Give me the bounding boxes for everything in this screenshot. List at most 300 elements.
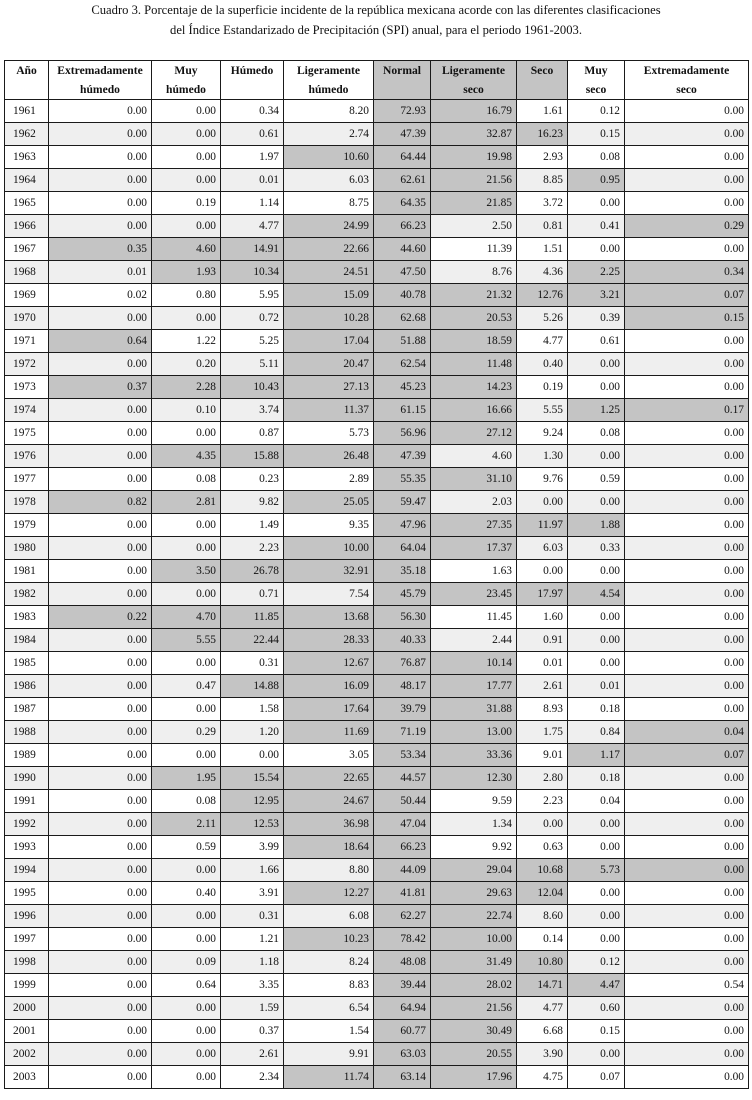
year-cell: 1973 — [5, 376, 49, 399]
value-cell: 14.88 — [221, 675, 284, 698]
value-cell: 11.74 — [284, 1066, 374, 1089]
value-cell: 50.44 — [374, 790, 431, 813]
column-header-sublabel — [519, 80, 565, 99]
value-cell: 0.00 — [49, 905, 152, 928]
table-row — [5, 744, 749, 767]
value-cell: 63.14 — [374, 1066, 431, 1089]
value-cell: 16.66 — [431, 399, 517, 422]
year-cell: 1996 — [5, 905, 49, 928]
value-cell: 0.29 — [625, 215, 749, 238]
value-cell: 0.00 — [625, 859, 749, 882]
value-cell: 10.80 — [517, 951, 568, 974]
value-cell: 44.09 — [374, 859, 431, 882]
column-header-8 — [568, 61, 625, 100]
value-cell: 0.00 — [568, 560, 625, 583]
value-cell: 0.39 — [568, 307, 625, 330]
value-cell: 0.00 — [568, 905, 625, 928]
column-header-label: Húmedo — [230, 64, 274, 77]
value-cell: 1.93 — [152, 261, 221, 284]
column-header-label: Muy — [584, 64, 608, 77]
value-cell: 0.60 — [568, 997, 625, 1020]
value-cell: 0.00 — [625, 491, 749, 514]
table-row — [5, 1020, 749, 1043]
value-cell: 4.77 — [517, 330, 568, 353]
column-header-7 — [517, 61, 568, 100]
table-row — [5, 169, 749, 192]
value-cell: 0.22 — [49, 606, 152, 629]
value-cell: 1.25 — [568, 399, 625, 422]
value-cell: 40.33 — [374, 629, 431, 652]
value-cell: 8.85 — [517, 169, 568, 192]
value-cell: 0.00 — [49, 353, 152, 376]
value-cell: 0.00 — [517, 560, 568, 583]
value-cell: 18.64 — [284, 836, 374, 859]
value-cell: 53.34 — [374, 744, 431, 767]
value-cell: 0.00 — [49, 859, 152, 882]
value-cell: 16.09 — [284, 675, 374, 698]
value-cell: 0.00 — [568, 238, 625, 261]
value-cell: 8.93 — [517, 698, 568, 721]
value-cell: 10.00 — [431, 928, 517, 951]
value-cell: 0.00 — [568, 813, 625, 836]
value-cell: 0.63 — [517, 836, 568, 859]
value-cell: 60.77 — [374, 1020, 431, 1043]
value-cell: 1.88 — [568, 514, 625, 537]
value-cell: 0.80 — [152, 284, 221, 307]
value-cell: 0.00 — [152, 1020, 221, 1043]
value-cell: 12.67 — [284, 652, 374, 675]
value-cell: 21.56 — [431, 997, 517, 1020]
value-cell: 0.00 — [152, 215, 221, 238]
column-header-sublabel: húmedo — [80, 83, 120, 96]
value-cell: 0.00 — [49, 445, 152, 468]
value-cell: 0.00 — [625, 882, 749, 905]
value-cell: 1.95 — [152, 767, 221, 790]
value-cell: 0.00 — [49, 836, 152, 859]
value-cell: 1.14 — [221, 192, 284, 215]
value-cell: 22.74 — [431, 905, 517, 928]
value-cell: 4.77 — [221, 215, 284, 238]
value-cell: 16.79 — [431, 100, 517, 123]
value-cell: 8.24 — [284, 951, 374, 974]
table-row — [5, 721, 749, 744]
value-cell: 27.35 — [431, 514, 517, 537]
value-cell: 1.34 — [431, 813, 517, 836]
value-cell: 0.08 — [568, 146, 625, 169]
year-cell: 1975 — [5, 422, 49, 445]
value-cell: 0.00 — [152, 905, 221, 928]
value-cell: 0.18 — [568, 767, 625, 790]
value-cell: 12.04 — [517, 882, 568, 905]
year-cell: 1988 — [5, 721, 49, 744]
value-cell: 31.49 — [431, 951, 517, 974]
value-cell: 0.34 — [221, 100, 284, 123]
value-cell: 0.00 — [49, 721, 152, 744]
value-cell: 31.88 — [431, 698, 517, 721]
year-cell: 2002 — [5, 1043, 49, 1066]
value-cell: 47.39 — [374, 445, 431, 468]
value-cell: 0.00 — [49, 123, 152, 146]
value-cell: 45.23 — [374, 376, 431, 399]
column-header-sublabel: seco — [676, 83, 697, 96]
value-cell: 0.29 — [152, 721, 221, 744]
value-cell: 0.00 — [49, 1066, 152, 1089]
value-cell: 0.02 — [49, 284, 152, 307]
value-cell: 0.00 — [49, 928, 152, 951]
table-row — [5, 882, 749, 905]
value-cell: 0.00 — [49, 951, 152, 974]
value-cell: 6.68 — [517, 1020, 568, 1043]
value-cell: 48.17 — [374, 675, 431, 698]
value-cell: 0.00 — [152, 169, 221, 192]
table-row — [5, 537, 749, 560]
value-cell: 72.93 — [374, 100, 431, 123]
value-cell: 5.55 — [517, 399, 568, 422]
value-cell: 9.01 — [517, 744, 568, 767]
value-cell: 0.81 — [517, 215, 568, 238]
value-cell: 4.60 — [152, 238, 221, 261]
table-row — [5, 330, 749, 353]
value-cell: 0.33 — [568, 537, 625, 560]
value-cell: 0.07 — [568, 1066, 625, 1089]
value-cell: 0.59 — [568, 468, 625, 491]
value-cell: 24.67 — [284, 790, 374, 813]
year-cell: 1965 — [5, 192, 49, 215]
value-cell: 0.61 — [221, 123, 284, 146]
value-cell: 0.01 — [568, 675, 625, 698]
value-cell: 9.35 — [284, 514, 374, 537]
caption-line-2: del Índice Estandarizado de Precipitación (SPI) anual, para el periodo 1961-2003. — [170, 23, 582, 37]
value-cell: 1.22 — [152, 330, 221, 353]
value-cell: 0.12 — [568, 951, 625, 974]
value-cell: 2.50 — [431, 215, 517, 238]
column-header-sublabel: húmedo — [308, 83, 349, 96]
value-cell: 0.00 — [152, 744, 221, 767]
value-cell: 0.59 — [152, 836, 221, 859]
value-cell: 0.00 — [152, 859, 221, 882]
value-cell: 0.00 — [152, 123, 221, 146]
value-cell: 62.68 — [374, 307, 431, 330]
value-cell: 1.66 — [221, 859, 284, 882]
value-cell: 0.37 — [221, 1020, 284, 1043]
value-cell: 0.00 — [49, 422, 152, 445]
value-cell: 66.23 — [374, 215, 431, 238]
value-cell: 12.76 — [517, 284, 568, 307]
value-cell: 1.54 — [284, 1020, 374, 1043]
value-cell: 6.54 — [284, 997, 374, 1020]
value-cell: 0.00 — [625, 629, 749, 652]
value-cell: 0.00 — [625, 468, 749, 491]
column-header-label: Seco — [530, 64, 554, 77]
value-cell: 14.71 — [517, 974, 568, 997]
table-row — [5, 146, 749, 169]
value-cell: 0.08 — [152, 468, 221, 491]
value-cell: 3.72 — [517, 192, 568, 215]
table-row — [5, 376, 749, 399]
value-cell: 36.98 — [284, 813, 374, 836]
year-cell: 2000 — [5, 997, 49, 1020]
value-cell: 0.00 — [568, 836, 625, 859]
table-row — [5, 859, 749, 882]
value-cell: 21.32 — [431, 284, 517, 307]
value-cell: 32.87 — [431, 123, 517, 146]
value-cell: 61.15 — [374, 399, 431, 422]
value-cell: 11.85 — [221, 606, 284, 629]
value-cell: 2.74 — [284, 123, 374, 146]
value-cell: 0.34 — [625, 261, 749, 284]
value-cell: 0.00 — [49, 560, 152, 583]
value-cell: 17.04 — [284, 330, 374, 353]
value-cell: 22.65 — [284, 767, 374, 790]
value-cell: 3.05 — [284, 744, 374, 767]
value-cell: 0.00 — [625, 583, 749, 606]
value-cell: 0.00 — [152, 652, 221, 675]
value-cell: 15.54 — [221, 767, 284, 790]
table-row — [5, 813, 749, 836]
value-cell: 0.00 — [49, 146, 152, 169]
value-cell: 0.00 — [568, 491, 625, 514]
value-cell: 51.88 — [374, 330, 431, 353]
value-cell: 2.80 — [517, 767, 568, 790]
column-header-sublabel — [223, 80, 281, 99]
value-cell: 10.00 — [284, 537, 374, 560]
value-cell: 8.60 — [517, 905, 568, 928]
value-cell: 11.97 — [517, 514, 568, 537]
value-cell: 0.47 — [152, 675, 221, 698]
value-cell: 0.00 — [625, 767, 749, 790]
year-cell: 1994 — [5, 859, 49, 882]
value-cell: 0.00 — [568, 606, 625, 629]
column-header-sublabel: seco — [463, 83, 484, 96]
value-cell: 15.88 — [221, 445, 284, 468]
table-row — [5, 1043, 749, 1066]
column-header-1 — [49, 61, 152, 100]
value-cell: 3.35 — [221, 974, 284, 997]
value-cell: 1.20 — [221, 721, 284, 744]
table-row — [5, 606, 749, 629]
table-row — [5, 767, 749, 790]
column-header-label: Ligeramente — [441, 64, 506, 77]
value-cell: 0.00 — [568, 445, 625, 468]
value-cell: 4.70 — [152, 606, 221, 629]
caption-line-1: Cuadro 3. Porcentaje de la superficie incidente de la república mexicana acorde con las diferentes clasificaciones — [91, 3, 661, 17]
value-cell: 8.83 — [284, 974, 374, 997]
year-cell: 1977 — [5, 468, 49, 491]
value-cell: 64.04 — [374, 537, 431, 560]
value-cell: 11.45 — [431, 606, 517, 629]
table-row — [5, 928, 749, 951]
value-cell: 2.03 — [431, 491, 517, 514]
value-cell: 1.30 — [517, 445, 568, 468]
value-cell: 16.23 — [517, 123, 568, 146]
value-cell: 45.79 — [374, 583, 431, 606]
year-cell: 1969 — [5, 284, 49, 307]
year-cell: 1985 — [5, 652, 49, 675]
year-cell: 2003 — [5, 1066, 49, 1089]
value-cell: 3.99 — [221, 836, 284, 859]
table-row — [5, 445, 749, 468]
value-cell: 2.89 — [284, 468, 374, 491]
value-cell: 0.87 — [221, 422, 284, 445]
column-header-2 — [152, 61, 221, 100]
value-cell: 64.35 — [374, 192, 431, 215]
value-cell: 17.77 — [431, 675, 517, 698]
value-cell: 26.48 — [284, 445, 374, 468]
table-row — [5, 629, 749, 652]
value-cell: 0.00 — [517, 813, 568, 836]
table-row — [5, 698, 749, 721]
value-cell: 2.93 — [517, 146, 568, 169]
value-cell: 1.21 — [221, 928, 284, 951]
value-cell: 22.66 — [284, 238, 374, 261]
value-cell: 0.00 — [625, 1020, 749, 1043]
value-cell: 0.07 — [625, 284, 749, 307]
value-cell: 0.00 — [625, 606, 749, 629]
value-cell: 0.00 — [152, 146, 221, 169]
column-header-3 — [221, 61, 284, 100]
value-cell: 31.10 — [431, 468, 517, 491]
column-header-label: Año — [16, 64, 37, 77]
value-cell: 76.87 — [374, 652, 431, 675]
value-cell: 0.00 — [49, 698, 152, 721]
table-row — [5, 468, 749, 491]
value-cell: 0.00 — [625, 169, 749, 192]
value-cell: 0.00 — [49, 974, 152, 997]
year-cell: 1997 — [5, 928, 49, 951]
table-row — [5, 422, 749, 445]
value-cell: 1.61 — [517, 100, 568, 123]
value-cell: 47.39 — [374, 123, 431, 146]
value-cell: 6.03 — [517, 537, 568, 560]
value-cell: 11.37 — [284, 399, 374, 422]
value-cell: 0.00 — [625, 330, 749, 353]
year-cell: 1972 — [5, 353, 49, 376]
value-cell: 0.00 — [568, 928, 625, 951]
column-header-sublabel: seco — [585, 83, 607, 96]
value-cell: 4.36 — [517, 261, 568, 284]
value-cell: 18.59 — [431, 330, 517, 353]
value-cell: 4.47 — [568, 974, 625, 997]
column-header-sublabel — [376, 80, 428, 99]
value-cell: 0.35 — [49, 238, 152, 261]
value-cell: 5.73 — [284, 422, 374, 445]
value-cell: 17.96 — [431, 1066, 517, 1089]
value-cell: 0.00 — [49, 583, 152, 606]
value-cell: 27.12 — [431, 422, 517, 445]
value-cell: 2.11 — [152, 813, 221, 836]
year-cell: 1989 — [5, 744, 49, 767]
value-cell: 0.00 — [625, 928, 749, 951]
column-header-label: Normal — [383, 64, 421, 77]
value-cell: 0.00 — [625, 123, 749, 146]
value-cell: 0.01 — [517, 652, 568, 675]
value-cell: 0.00 — [625, 353, 749, 376]
value-cell: 0.00 — [625, 376, 749, 399]
table-row — [5, 974, 749, 997]
value-cell: 0.00 — [568, 376, 625, 399]
value-cell: 0.00 — [49, 1043, 152, 1066]
value-cell: 19.98 — [431, 146, 517, 169]
column-header-9 — [625, 61, 749, 100]
value-cell: 9.76 — [517, 468, 568, 491]
year-cell: 1979 — [5, 514, 49, 537]
table-row — [5, 951, 749, 974]
value-cell: 0.00 — [152, 997, 221, 1020]
value-cell: 8.76 — [431, 261, 517, 284]
value-cell: 28.33 — [284, 629, 374, 652]
value-cell: 0.00 — [49, 468, 152, 491]
value-cell: 11.69 — [284, 721, 374, 744]
value-cell: 10.68 — [517, 859, 568, 882]
value-cell: 0.00 — [625, 238, 749, 261]
value-cell: 27.13 — [284, 376, 374, 399]
value-cell: 13.68 — [284, 606, 374, 629]
value-cell: 1.17 — [568, 744, 625, 767]
value-cell: 0.14 — [517, 928, 568, 951]
value-cell: 21.56 — [431, 169, 517, 192]
value-cell: 0.00 — [49, 790, 152, 813]
value-cell: 0.10 — [152, 399, 221, 422]
value-cell: 5.25 — [221, 330, 284, 353]
value-cell: 0.00 — [49, 100, 152, 123]
table-row — [5, 491, 749, 514]
value-cell: 8.80 — [284, 859, 374, 882]
value-cell: 0.00 — [625, 537, 749, 560]
year-cell: 1970 — [5, 307, 49, 330]
value-cell: 5.73 — [568, 859, 625, 882]
value-cell: 0.31 — [221, 905, 284, 928]
value-cell: 10.34 — [221, 261, 284, 284]
column-header-label: Extremadamente — [57, 64, 143, 77]
table-row — [5, 123, 749, 146]
value-cell: 0.00 — [625, 146, 749, 169]
value-cell: 1.51 — [517, 238, 568, 261]
value-cell: 3.21 — [568, 284, 625, 307]
value-cell: 66.23 — [374, 836, 431, 859]
value-cell: 0.00 — [49, 744, 152, 767]
year-cell: 1980 — [5, 537, 49, 560]
value-cell: 0.00 — [152, 307, 221, 330]
value-cell: 4.54 — [568, 583, 625, 606]
value-cell: 0.00 — [49, 813, 152, 836]
year-cell: 1987 — [5, 698, 49, 721]
value-cell: 11.39 — [431, 238, 517, 261]
value-cell: 0.00 — [625, 698, 749, 721]
year-cell: 1991 — [5, 790, 49, 813]
value-cell: 0.54 — [625, 974, 749, 997]
value-cell: 0.00 — [49, 537, 152, 560]
value-cell: 14.91 — [221, 238, 284, 261]
value-cell: 12.27 — [284, 882, 374, 905]
column-header-sublabel — [7, 80, 46, 99]
column-header-label: Ligeramente — [296, 64, 361, 77]
year-cell: 1984 — [5, 629, 49, 652]
value-cell: 23.45 — [431, 583, 517, 606]
column-header-label: Extremadamente — [643, 64, 730, 77]
year-cell: 1981 — [5, 560, 49, 583]
year-cell: 1993 — [5, 836, 49, 859]
value-cell: 64.44 — [374, 146, 431, 169]
value-cell: 0.00 — [625, 1066, 749, 1089]
value-cell: 0.00 — [152, 1066, 221, 1089]
value-cell: 0.23 — [221, 468, 284, 491]
table-row — [5, 997, 749, 1020]
value-cell: 9.91 — [284, 1043, 374, 1066]
value-cell: 0.00 — [49, 169, 152, 192]
year-cell: 1971 — [5, 330, 49, 353]
value-cell: 39.44 — [374, 974, 431, 997]
value-cell: 0.00 — [568, 882, 625, 905]
